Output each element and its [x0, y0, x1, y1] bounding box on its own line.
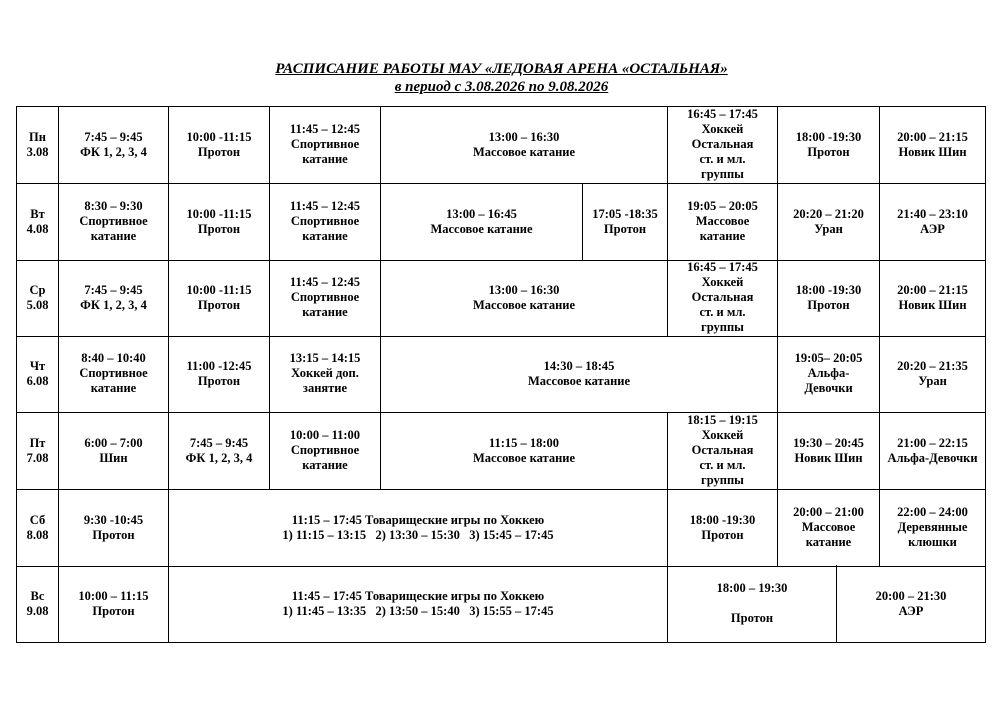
cell-text: 18:00 -19:30 — [795, 282, 862, 297]
schedule-cell — [667, 412, 777, 489]
cell-text: Хоккей — [701, 275, 744, 289]
cell-text: 20:00 – 21:15 — [897, 282, 968, 297]
cell-text: Хоккей — [701, 122, 744, 136]
day-name: Ср — [29, 282, 46, 297]
cell-text: ФК 1, 2, 3, 4 — [185, 450, 253, 465]
cell-text: ст. и мл. — [699, 305, 746, 319]
cell-text: 20:00 – 21:00 — [793, 505, 864, 519]
schedule-cell — [168, 183, 269, 260]
cell-text: 8:30 – 9:30 — [84, 199, 143, 213]
schedule-row — [16, 335, 986, 413]
cell-text: 17:05 -18:35 — [592, 206, 658, 221]
schedule-row — [16, 183, 986, 261]
day-cell — [16, 335, 58, 412]
cell-text: катание — [302, 229, 348, 243]
cell-text: Деревянные — [897, 520, 968, 534]
schedule-row — [16, 489, 986, 567]
schedule-cell — [168, 489, 667, 566]
schedule-cell — [269, 412, 380, 489]
cell-text: Протон — [807, 297, 850, 312]
schedule-row — [16, 565, 986, 643]
day-date: 5.08 — [26, 297, 49, 312]
cell-text: 6:00 – 7:00 — [84, 435, 143, 450]
schedule-cell — [667, 565, 836, 642]
day-name: Пн — [29, 129, 46, 144]
day-date: 7.08 — [26, 450, 49, 465]
cell-text: 18:00 -19:30 — [689, 512, 756, 527]
cell-text: Протон — [807, 144, 850, 159]
day-name: Вс — [30, 588, 45, 603]
cell-text: 14:30 – 18:45 — [543, 358, 615, 373]
schedule-cell — [58, 489, 168, 566]
schedule-cell — [667, 183, 777, 260]
cell-text: Массовое катание — [527, 373, 631, 388]
cell-text: 9:30 -10:45 — [83, 512, 144, 527]
cell-text: 19:05– 20:05 — [794, 351, 863, 365]
cell-text: 10:00 -11:15 — [186, 282, 252, 297]
schedule-cell — [667, 106, 777, 183]
cell-text: Новик Шин — [898, 144, 967, 159]
cell-text: Остальная — [691, 443, 754, 457]
schedule-cell — [879, 335, 986, 412]
cell-text: Шин — [99, 450, 128, 465]
cell-text: Девочки — [804, 381, 853, 395]
cell-text: 11:45 – 12:45 — [289, 122, 361, 136]
schedule-cell — [879, 259, 986, 336]
cell-text: ст. и мл. — [699, 458, 746, 472]
cell-text: 10:00 -11:15 — [186, 129, 252, 144]
schedule-cell — [168, 412, 269, 489]
cell-text: Уран — [814, 221, 843, 236]
day-cell — [16, 412, 58, 489]
schedule-cell — [168, 259, 269, 336]
schedule-cell — [58, 335, 168, 412]
cell-text: катание — [302, 305, 348, 319]
cell-text: 21:00 – 22:15 — [897, 435, 968, 450]
cell-text: катание — [302, 152, 348, 166]
cell-text: группы — [701, 167, 744, 181]
cell-text: 11:15 – 17:45 Товарищеские игры по Хоккею — [291, 512, 545, 527]
cell-text: Спортивное — [290, 137, 360, 151]
day-cell — [16, 106, 58, 183]
cell-text: Массовое катание — [472, 144, 576, 159]
cell-text: ст. и мл. — [699, 152, 746, 166]
schedule-cell — [269, 259, 380, 336]
day-cell — [16, 183, 58, 260]
cell-text: Протон — [603, 221, 647, 236]
cell-text: Протон — [701, 527, 744, 542]
cell-text: 13:00 – 16:30 — [488, 282, 560, 297]
cell-text: 20:00 – 21:30 — [875, 588, 947, 603]
cell-text: занятие — [302, 381, 348, 395]
cell-text: Протон — [197, 297, 241, 312]
cell-text: 22:00 – 24:00 — [897, 505, 968, 519]
cell-text: Остальная — [691, 137, 754, 151]
cell-text: АЭР — [920, 221, 945, 236]
cell-text: 8:40 – 10:40 — [81, 351, 146, 365]
schedule-cell — [667, 489, 777, 566]
cell-text: Протон — [730, 611, 774, 625]
cell-text: Массовое катание — [472, 297, 576, 312]
cell-text: клюшки — [908, 535, 957, 549]
schedule-cell — [58, 106, 168, 183]
cell-text: Массовое катание — [472, 450, 576, 465]
cell-text: Массовое катание — [430, 221, 533, 236]
schedule-row — [16, 259, 986, 337]
cell-text: Спортивное — [290, 290, 360, 304]
schedule-period: в период с 3.08.2026 по 9.08.2026 — [394, 79, 609, 95]
cell-text: 1) 11:45 – 13:35 2) 13:50 – 15:40 3) 15:55 – 17:45 — [282, 603, 554, 618]
day-date: 8.08 — [26, 527, 49, 542]
schedule-cell — [168, 565, 667, 642]
schedule-cell — [879, 412, 986, 489]
cell-text: группы — [701, 473, 744, 487]
schedule-cell — [269, 106, 380, 183]
day-name: Чт — [29, 358, 46, 373]
cell-text: катание — [302, 458, 348, 472]
cell-text: 20:20 – 21:20 — [793, 206, 864, 221]
schedule-cell — [667, 259, 777, 336]
cell-text: Спортивное — [79, 214, 148, 228]
schedule-cell — [58, 183, 168, 260]
cell-text: 21:40 – 23:10 — [897, 206, 968, 221]
cell-text: 20:00 – 21:15 — [897, 129, 968, 144]
cell-text: Спортивное — [290, 214, 360, 228]
day-cell — [16, 565, 58, 642]
cell-text: 11:45 – 17:45 Товарищеские игры по Хоккею — [291, 588, 545, 603]
cell-text: Протон — [92, 527, 135, 542]
cell-text: 7:45 – 9:45 — [189, 435, 249, 450]
cell-text: Протон — [197, 373, 241, 388]
schedule-cell — [380, 259, 667, 336]
cell-text: Спортивное — [290, 443, 360, 457]
cell-text: Хоккей доп. — [291, 366, 359, 380]
cell-text: 10:00 – 11:15 — [78, 588, 149, 603]
cell-text: Новик Шин — [794, 450, 863, 465]
schedule-cell — [168, 335, 269, 412]
cell-text: 11:00 -12:45 — [186, 358, 252, 373]
cell-text: 18:00 -19:30 — [795, 129, 862, 144]
cell-text: 19:30 – 20:45 — [793, 435, 864, 450]
schedule-cell — [269, 183, 380, 260]
cell-text: Хоккей — [701, 428, 744, 442]
schedule-row — [16, 106, 986, 184]
day-date: 4.08 — [26, 221, 49, 236]
schedule-cell — [58, 565, 168, 642]
schedule-cell — [879, 489, 986, 566]
cell-text: 10:00 – 11:00 — [289, 428, 361, 442]
cell-text: 7:45 – 9:45 — [84, 282, 143, 297]
cell-text: 16:45 – 17:45 — [687, 260, 758, 274]
cell-text: 11:15 – 18:00 — [488, 435, 560, 450]
cell-text: 19:05 – 20:05 — [687, 199, 758, 213]
schedule-cell — [380, 106, 667, 183]
cell-text: 18:15 – 19:15 — [687, 413, 758, 427]
schedule-cell — [879, 106, 986, 183]
schedule-cell — [836, 565, 986, 642]
schedule-cell — [777, 335, 879, 412]
cell-text: 13:15 – 14:15 — [289, 351, 361, 365]
day-name: Вт — [30, 206, 45, 221]
schedule-cell — [58, 259, 168, 336]
schedule-cell — [269, 335, 380, 412]
cell-text: Новик Шин — [898, 297, 967, 312]
cell-text: ФК 1, 2, 3, 4 — [80, 144, 147, 159]
cell-text: 7:45 – 9:45 — [84, 129, 143, 144]
cell-text: ФК 1, 2, 3, 4 — [80, 297, 147, 312]
schedule-cell — [380, 183, 582, 260]
cell-text: 11:45 – 12:45 — [289, 199, 361, 213]
schedule-cell — [777, 183, 879, 260]
cell-text: 13:00 – 16:30 — [488, 129, 560, 144]
cell-text: катание — [805, 535, 852, 549]
cell-text: группы — [701, 320, 744, 334]
cell-text: Альфа-Девочки — [887, 450, 978, 465]
cell-text: Массовое — [801, 520, 856, 534]
day-name: Сб — [29, 512, 46, 527]
cell-text: Протон — [92, 603, 135, 618]
day-date: 9.08 — [26, 603, 49, 618]
cell-text: АЭР — [898, 603, 924, 618]
cell-text: Массовое — [695, 214, 750, 228]
cell-text: катание — [699, 229, 746, 243]
cell-text: 16:45 – 17:45 — [687, 107, 758, 121]
schedule-cell — [582, 183, 667, 260]
schedule-cell — [879, 183, 986, 260]
cell-text: 10:00 -11:15 — [186, 206, 252, 221]
day-cell — [16, 259, 58, 336]
schedule-cell — [380, 335, 777, 412]
cell-text: Протон — [197, 144, 241, 159]
cell-text: Остальная — [691, 290, 754, 304]
cell-text: Спортивное — [79, 366, 148, 380]
cell-text: 11:45 – 12:45 — [289, 275, 361, 289]
schedule-cell — [380, 412, 667, 489]
cell-text: Протон — [197, 221, 241, 236]
schedule-cell — [777, 259, 879, 336]
cell-text: 13:00 – 16:45 — [446, 206, 517, 221]
cell-text: катание — [90, 381, 137, 395]
schedule-cell — [777, 106, 879, 183]
day-date: 3.08 — [26, 144, 49, 159]
schedule-cell — [168, 106, 269, 183]
cell-text: Уран — [918, 373, 947, 388]
schedule-cell — [58, 412, 168, 489]
schedule-cell — [777, 489, 879, 566]
day-cell — [16, 489, 58, 566]
cell-text: 20:20 – 21:35 — [897, 358, 968, 373]
schedule-title: РАСПИСАНИЕ РАБОТЫ МАУ «ЛЕДОВАЯ АРЕНА «ОСТАЛЬНАЯ» — [275, 61, 728, 77]
day-name: Пт — [29, 435, 46, 450]
cell-text: 1) 11:15 – 13:15 2) 13:30 – 15:30 3) 15:45 – 17:45 — [282, 527, 554, 542]
day-date: 6.08 — [26, 373, 49, 388]
cell-text: Альфа- — [807, 366, 850, 380]
schedule-row — [16, 412, 986, 490]
cell-text: катание — [90, 229, 137, 243]
cell-text: 18:00 – 19:30 — [716, 581, 788, 595]
schedule-cell — [777, 412, 879, 489]
